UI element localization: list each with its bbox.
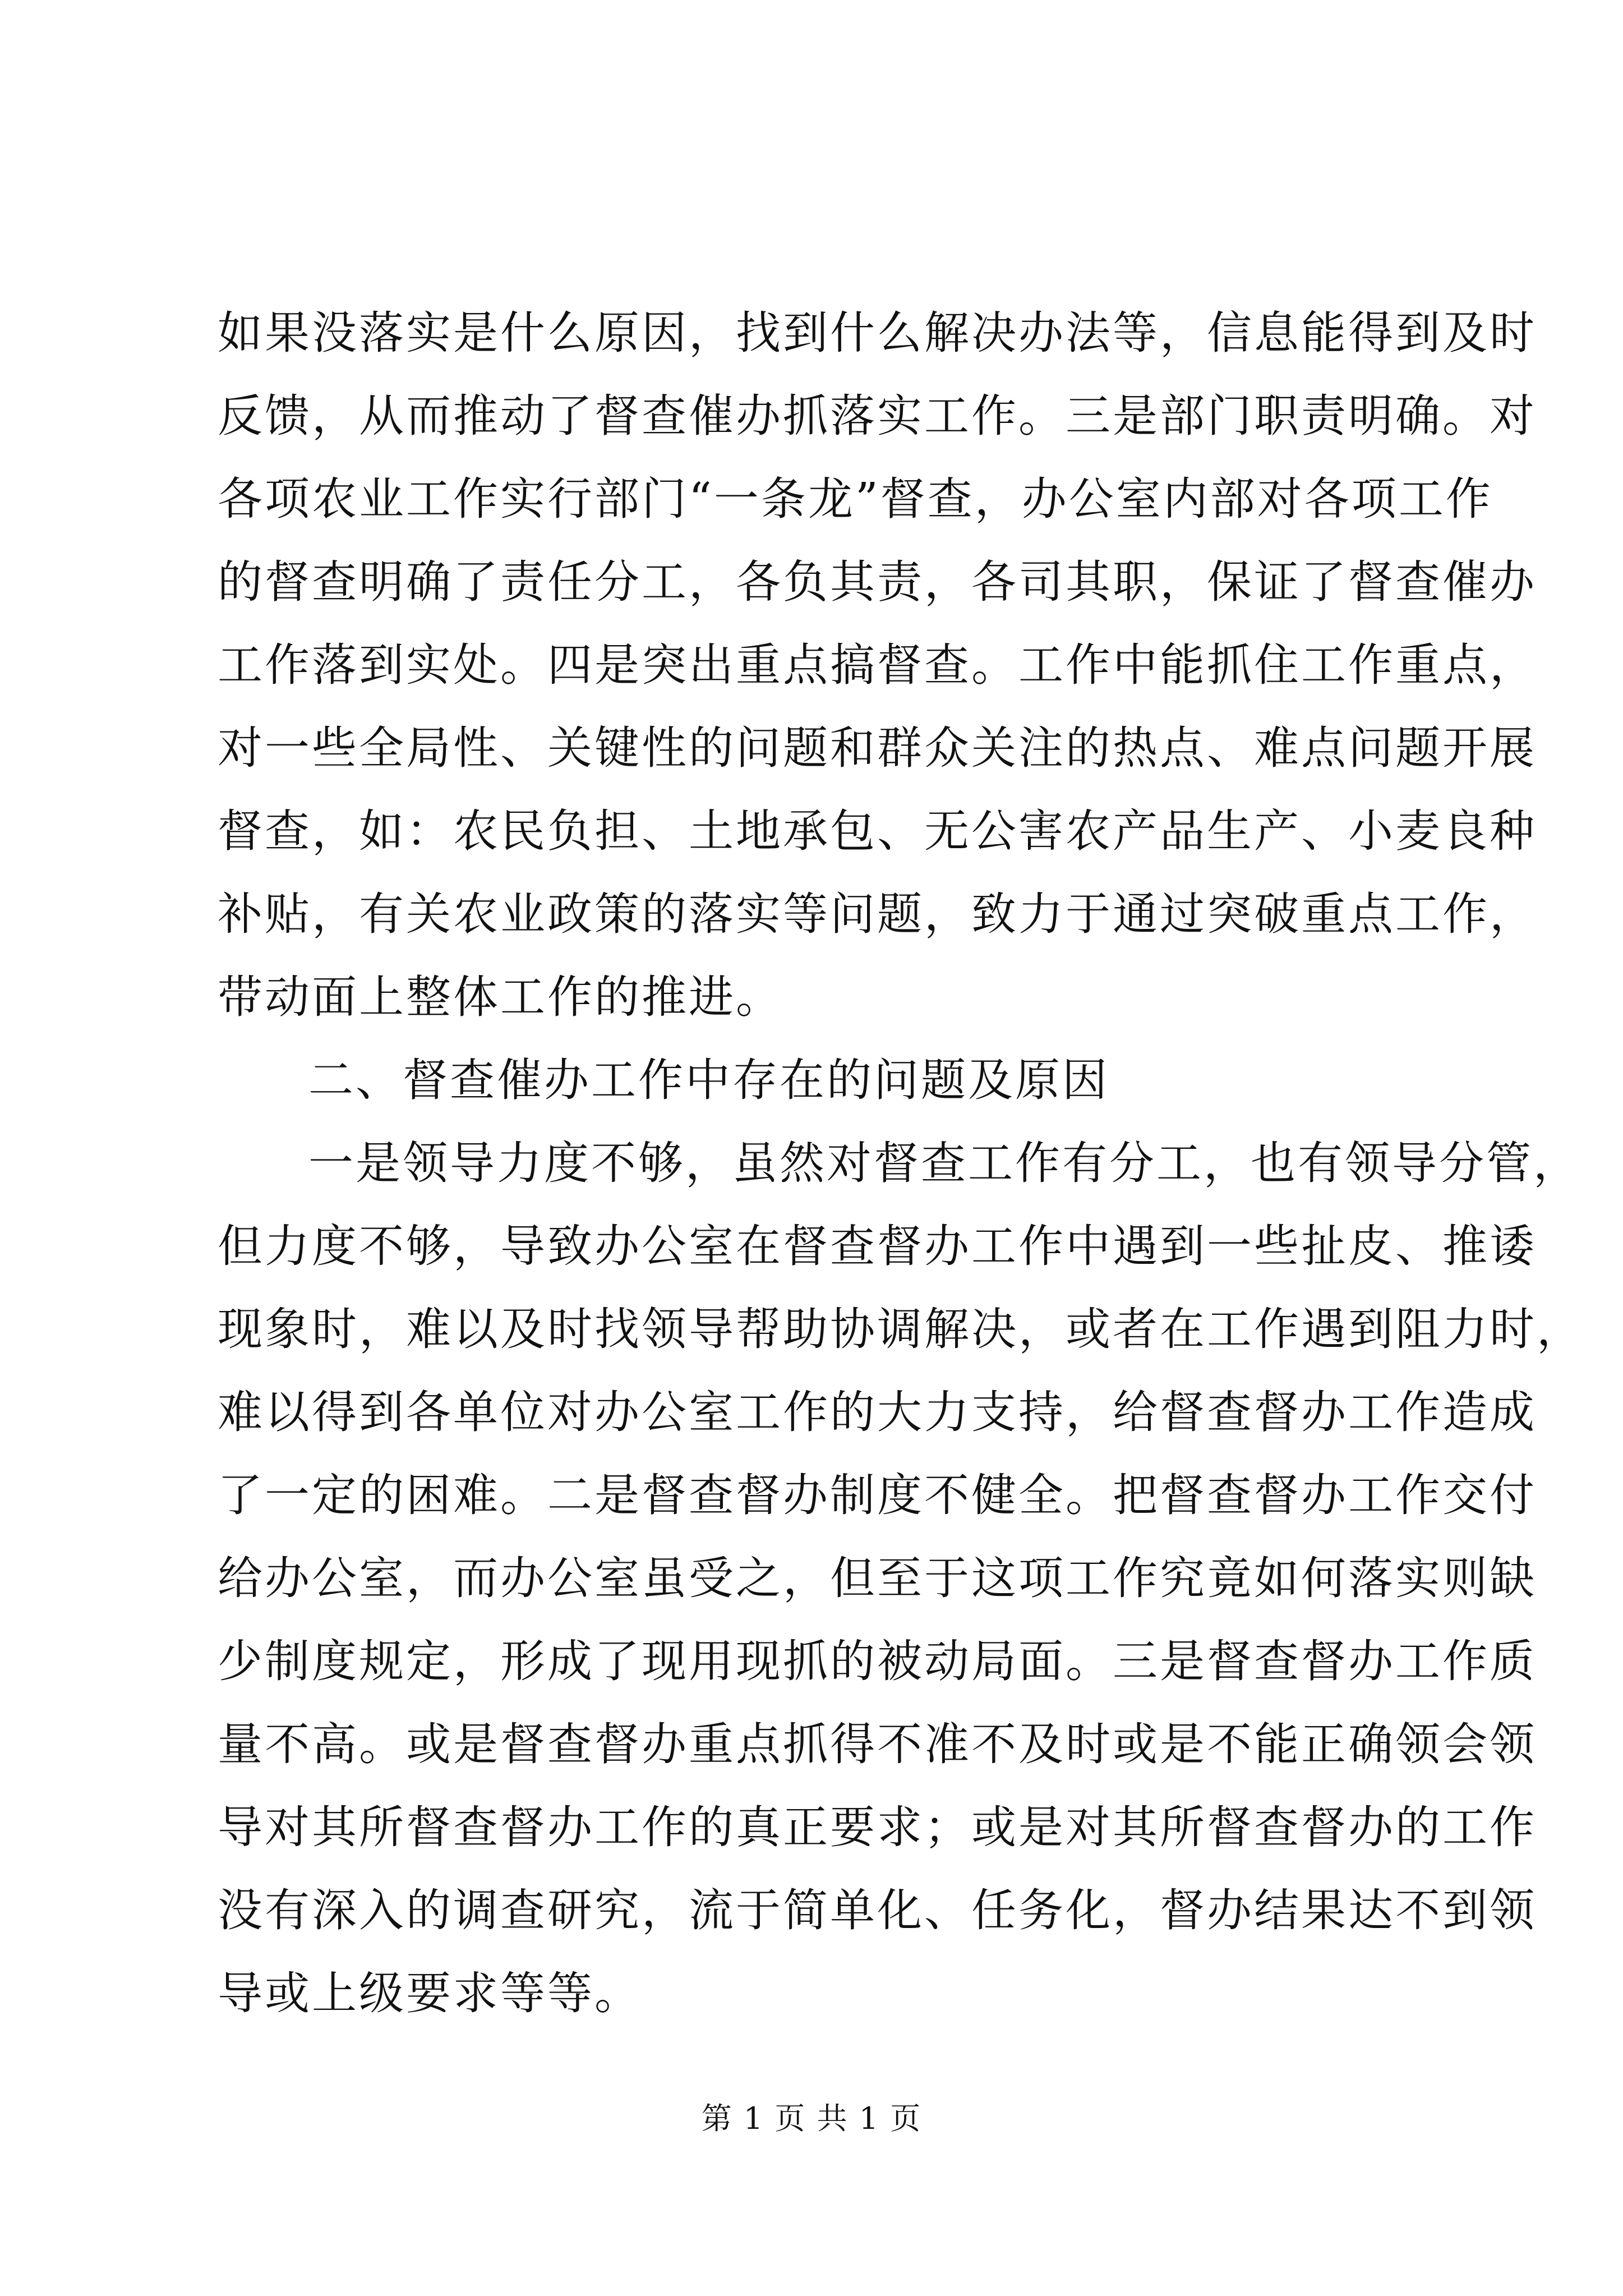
paragraph-line: 补贴，有关农业政策的落实等问题，致力于通过突破重点工作， — [218, 888, 1537, 940]
paragraph-line: 但力度不够，导致办公室在督查督办工作中遇到一些扯皮、推诿 — [218, 1220, 1537, 1272]
paragraph-line: 带动面上整体工作的推进。 — [218, 971, 783, 1023]
paragraph-line: 现象时，难以及时找领导帮助协调解决，或者在工作遇到阻力时， — [218, 1303, 1584, 1355]
paragraph-line: 督查，如：农民负担、土地承包、无公害农产品生产、小麦良种 — [218, 805, 1537, 857]
paragraph-line: 各项农业工作实行部门“一条龙”督查，办公室内部对各项工作 — [218, 473, 1493, 525]
paragraph-line: 了一定的困难。二是督查督办制度不健全。把督查督办工作交付 — [218, 1469, 1537, 1521]
paragraph-line: 量不高。或是督查督办重点抓得不准不及时或是不能正确领会领 — [218, 1718, 1537, 1770]
paragraph-line: 少制度规定，形成了现用现抓的被动局面。三是督查督办工作质 — [218, 1635, 1537, 1687]
paragraph-line: 对一些全局性、关键性的问题和群众关注的热点、难点问题开展 — [218, 722, 1537, 774]
paragraph-line: 如果没落实是什么原因，找到什么解决办法等，信息能得到及时 — [218, 307, 1537, 359]
paragraph-line: 工作落到实处。四是突出重点搞督查。工作中能抓住工作重点， — [218, 639, 1537, 691]
paragraph-line: 的督查明确了责任分工，各负其责，各司其职，保证了督查催办 — [218, 556, 1537, 608]
document-body — [218, 292, 1584, 2035]
paragraph-line: 导对其所督查督办工作的真正要求；或是对其所督查督办的工作 — [218, 1801, 1537, 1853]
section-heading: 二、督查催办工作中存在的问题及原因 — [308, 1054, 1109, 1106]
paragraph-line: 一是领导力度不够，虽然对督查工作有分工，也有领导分管， — [308, 1137, 1580, 1189]
paragraph-line: 反馈，从而推动了督查催办抓落实工作。三是部门职责明确。对 — [218, 390, 1537, 442]
page-footer: 第 1 页 共 1 页 — [701, 2101, 922, 2136]
paragraph-line: 难以得到各单位对办公室工作的大力支持，给督查督办工作造成 — [218, 1386, 1537, 1438]
paragraph-line: 导或上级要求等等。 — [218, 1967, 642, 2019]
paragraph-line: 没有深入的调查研究，流于简单化、任务化，督办结果达不到领 — [218, 1884, 1537, 1936]
paragraph-line: 给办公室，而办公室虽受之，但至于这项工作究竟如何落实则缺 — [218, 1552, 1537, 1604]
